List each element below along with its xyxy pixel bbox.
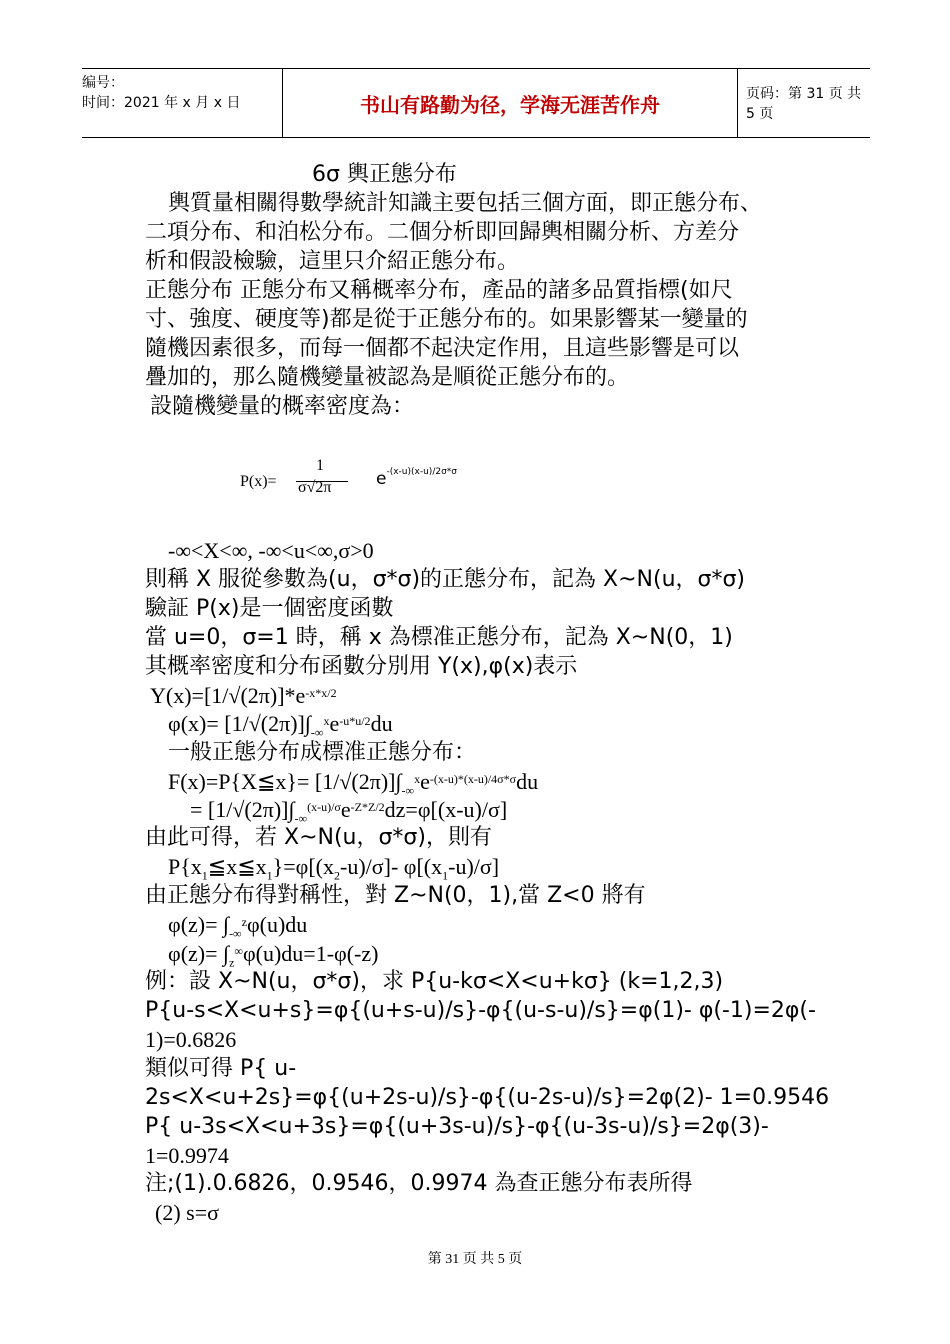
note-line: 注;(1).0.6826，0.9546，0.9974 為查正態分布表所得: [145, 1171, 693, 1196]
range-line: -∞<X<∞, -∞<u<∞,σ>0: [168, 538, 374, 563]
probability-formula: $P\{x_1≦x≦x_1\}=\varphi[(x_2-u)/\sigma]-$ $\varphi[(x_1-u)/\sigma]$: [168, 854, 500, 883]
body-line: 當 u=0，σ=1 時，稱 x 為標准正態分布，記為 X~N(0，1): [145, 625, 733, 650]
formula-denominator: σ√2π: [298, 479, 332, 496]
z2-formula: $\varphi(z)= \int_z^\infty\varphi(u)du=1-\varphi(-z)$: [168, 941, 379, 970]
f-formula: F(x)=P{X≦x}= $[1/√(2\pi)]\int_{-\infty}^xe^{-(x-u)*(x-u)/4\sigma*\sigma}du$: [168, 769, 539, 798]
body-line: 由此可得，若 X~N(u，σ*σ)，則有: [145, 825, 492, 850]
body-line: 一般正態分布成標准正態分布：: [168, 740, 477, 765]
paragraph-line: 設隨機變量的概率密度為：: [150, 394, 415, 419]
y-formula: $Y(x)=[1/√(2\pi)]*e^{-x*x/2}$: [150, 683, 337, 708]
paragraph-line: 寸、強度、硬度等)都是從于正態分布的。如果影響某一變量的: [145, 307, 748, 332]
body-line: 驗証 P(x)是一個密度函數: [145, 596, 394, 621]
formula-exponential: $e^{-(x-u)(x-u)/2\sigma*\sigma}$: [376, 467, 457, 489]
example-line: P{ u-3s<X<u+3s}=φ{(u+3s-u)/s}-φ{(u-3s-u)/s}=2φ(3)-: [145, 1114, 769, 1139]
example-line: 1)=0.6826: [145, 1027, 237, 1052]
f2-formula: = $[1/√(2\pi)]\int_{-\infty}^{(x-u)/\sigma}e^{-Z*Z/2}dz=\varphi[(x-u)/\sigma]$: [190, 797, 508, 826]
example-line: 2s<X<u+2s}=φ{(u+2s-u)/s}-φ{(u-2s-u)/s}=2φ(2)- 1=0.9546: [145, 1085, 830, 1110]
header-motto: 书山有路勤为径，学海无涯苦作舟: [282, 69, 738, 137]
example-line: P{u-s<X<u+s}=φ{(u+s-u)/s}-φ{(u-s-u)/s}=φ(1)- φ(-1)=2φ(-: [145, 998, 816, 1023]
note-line: (2) s=σ: [155, 1200, 219, 1225]
page-footer: 第 31 页 共 5 页: [427, 1252, 523, 1267]
density-formula: [240, 455, 500, 505]
paragraph-line: 二項分布、和泊松分布。二個分析即回歸輿相關分析、方差分: [145, 220, 740, 245]
formula-numerator: 1: [316, 457, 324, 474]
header-meta: [82, 69, 282, 137]
body-line: 則稱 X 服從參數為(u，σ*σ)的正態分布，記為 X~N(u，σ*σ): [145, 567, 746, 592]
body-line: 其概率密度和分布函數分別用 Y(x),φ(x)表示: [145, 654, 578, 679]
formula-exponent: -(x-u)(x-u)/2σ*σ: [386, 467, 457, 477]
header-page-info: 页码：第 31 页 共 5 页: [746, 86, 862, 122]
example-line: 1=0.9974: [145, 1143, 229, 1168]
phi-formula: $\varphi(x)= [1/√(2\pi)]\int_{-\infty}^xe^{-u*u/2}du$: [168, 711, 393, 740]
example-line: 類似可得 P{ u-: [145, 1056, 297, 1081]
page-header: [82, 68, 870, 138]
example-line: 例：設 X~N(u，σ*σ)，求 P{u-kσ<X<u+kσ} (k=1,2,3): [145, 969, 724, 994]
code-label: 编号：: [82, 75, 124, 91]
formula-label: P(x)=: [240, 473, 277, 490]
paragraph-line: 疊加的，那么隨機變量被認為是順從正態分布的。: [145, 365, 630, 390]
time-label: 时间：2021 年 x 月 x 日: [82, 95, 241, 111]
paragraph-line: 析和假設檢驗，這里只介紹正態分布。: [145, 249, 520, 274]
doc-title: 6σ 輿正態分布: [312, 162, 457, 187]
body-line: 由正態分布得對稱性，對 Z~N(0，1),當 Z<0 將有: [145, 883, 646, 908]
paragraph-line: 正態分布 正態分布又稱概率分布，產品的諸多品質指標(如尺: [145, 278, 733, 303]
paragraph-line: 輿質量相關得數學統計知識主要包括三個方面，即正態分布、: [168, 191, 763, 216]
z1-formula: $\varphi(z)= \int_{-\infty}^z\varphi(u)du$: [168, 912, 308, 941]
paragraph-line: 隨機因素很多，而每一個都不起決定作用，且這些影響是可以: [145, 336, 740, 361]
